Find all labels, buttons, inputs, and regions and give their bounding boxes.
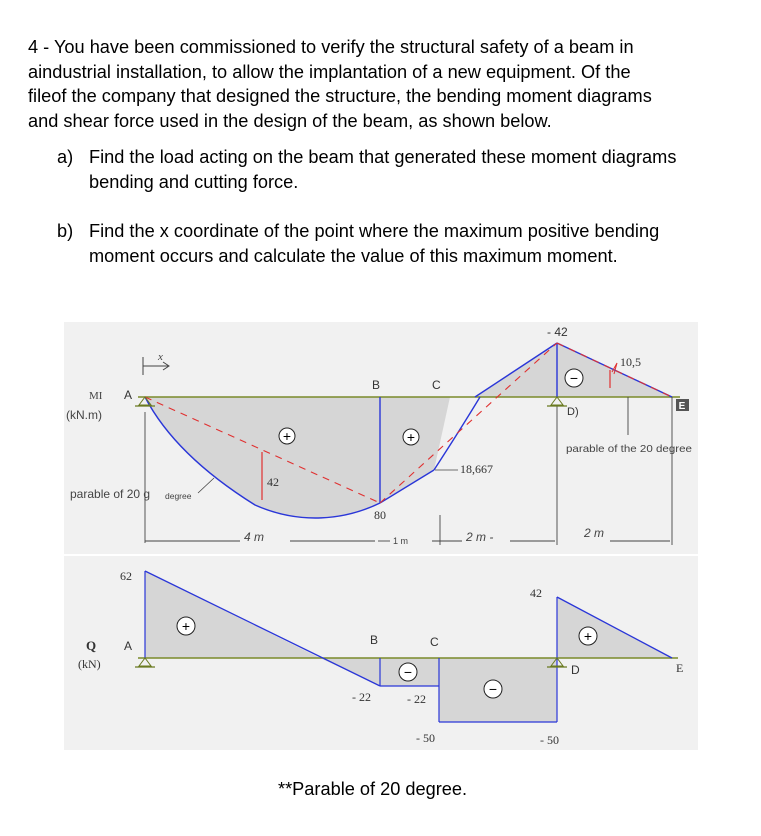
dim-ab: 4 m (244, 530, 265, 544)
sign-minus: − (569, 370, 579, 386)
x-axis-symbol: x (158, 351, 163, 363)
note-right-parable: parable of the 20 degree (566, 443, 693, 455)
point-d-label: D) (567, 406, 579, 418)
value-c: - 22 (407, 692, 426, 706)
value-b: - 22 (352, 690, 371, 704)
item-b-line: Find the x coordinate of the point where the maximum positive bending (89, 221, 660, 241)
sign-plus: + (406, 429, 416, 445)
value-b: 80 (374, 508, 386, 522)
item-b-line: moment occurs and calculate the value of this maximum moment. (89, 246, 618, 266)
item-a-label: a) (57, 147, 74, 167)
item-a-line: Find the load acting on the beam that generated these moment diagrams (89, 147, 677, 167)
item-a-line: bending and cutting force. (89, 172, 299, 192)
point-e-label: E (676, 661, 684, 675)
question-line: 4 - You have been commissioned to verify the structural safety of a beam in (28, 37, 634, 57)
value-a: 62 (120, 569, 132, 583)
sign-plus: + (583, 628, 593, 644)
footnote: **Parable of 20 degree. (278, 779, 468, 799)
point-c-label: C (432, 378, 441, 392)
point-b-label: B (370, 633, 379, 647)
sign-minus: − (403, 664, 413, 680)
dim-de: 2 m (584, 526, 605, 540)
sign-plus: + (282, 428, 292, 444)
point-d-label: D (571, 663, 580, 677)
moment-unit-label: (kN.m) (66, 408, 102, 422)
point-c-label: C (430, 635, 439, 649)
sign-minus: − (488, 681, 498, 697)
sign-plus: + (181, 618, 191, 634)
value-bc: 18,667 (460, 462, 493, 476)
shear-unit-label: (kN) (78, 657, 101, 671)
item-b-label: b) (57, 221, 74, 241)
value-d: 10,5 (620, 355, 641, 369)
question-line: and shear force used in the design of the beam, as shown below. (28, 110, 552, 131)
point-e-label: E (678, 401, 686, 412)
dim-cd: 2 m - (466, 530, 494, 544)
point-b-label: B (372, 378, 381, 392)
value-mid: 42 (267, 475, 279, 489)
point-a-label: A (124, 639, 133, 653)
point-a-label: A (124, 388, 133, 402)
value-d-top: 42 (530, 586, 542, 600)
note-left-parable: parable of 20 g (70, 487, 151, 501)
value-d-left: - 50 (416, 731, 435, 745)
note-left-degree: degree (165, 491, 192, 501)
moment-axis-label: MI (89, 390, 103, 402)
value-max-neg: - 42 (547, 325, 568, 339)
value-d-right: - 50 (540, 733, 559, 747)
shear-axis-label: Q (86, 638, 97, 653)
question-line: aindustrial installation, to allow the implantation of a new equipment. Of the (28, 61, 631, 82)
question-line: fileof the company that designed the structure, the bending moment diagrams (28, 86, 652, 106)
dim-bc: 1 m (393, 536, 409, 546)
